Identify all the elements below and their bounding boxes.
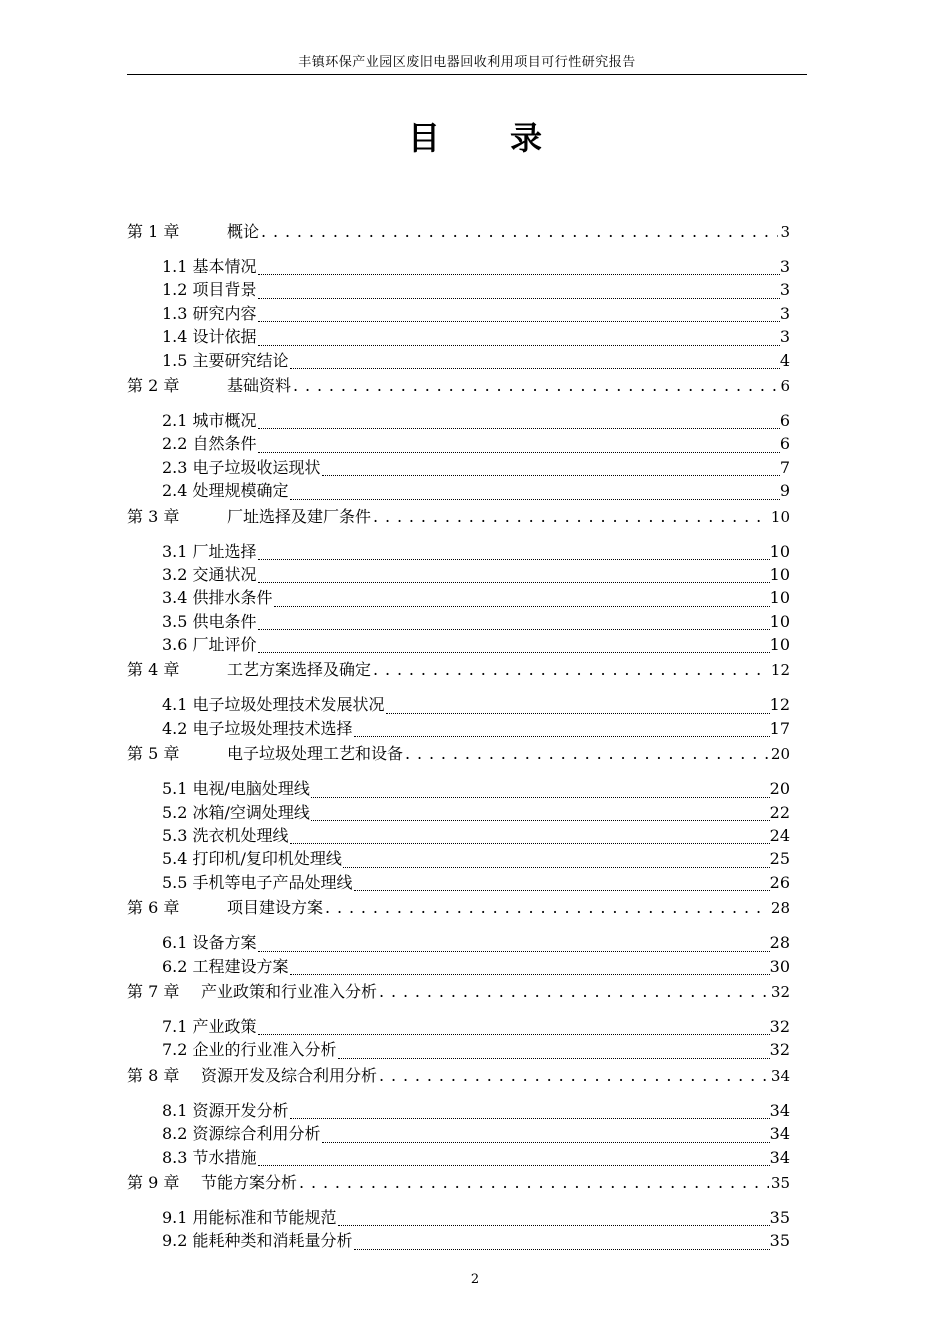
chapter-page-number: 20 [770, 745, 790, 764]
dot-leader [274, 592, 770, 607]
section-page-number: 25 [769, 849, 790, 869]
section-title: 8.3 节水措施 [162, 1147, 257, 1167]
dot-leader [258, 1151, 770, 1166]
section-page-number: 35 [769, 1207, 790, 1227]
toc-section-entry[interactable] [127, 349, 790, 372]
section-page-number: 28 [769, 933, 790, 953]
toc-section-entry[interactable] [127, 278, 790, 301]
section-page-number: 17 [769, 718, 790, 738]
dot-leader [379, 978, 769, 1006]
toc-section-entry[interactable] [127, 1146, 790, 1169]
section-page-number: 10 [769, 635, 790, 655]
toc-section-entry[interactable] [127, 847, 790, 870]
toc-section-entry[interactable] [127, 777, 790, 800]
dot-leader [405, 740, 769, 768]
dot-leader [293, 372, 778, 400]
section-title: 3.5 供电条件 [162, 611, 257, 631]
toc-title [0, 118, 950, 158]
toc-section-entry[interactable] [127, 1038, 790, 1061]
section-page-number: 35 [769, 1231, 790, 1251]
chapter-title: 产业政策和行业准入分析 [201, 981, 378, 1001]
chapter-title: 项目建设方案 [227, 898, 324, 918]
toc-section-entry[interactable] [127, 717, 790, 740]
section-page-number: 26 [769, 872, 790, 892]
running-header [127, 55, 807, 75]
section-title: 2.1 城市概况 [162, 410, 257, 430]
chapter-number: 第 6 章 [127, 898, 180, 918]
toc-section-entry[interactable] [127, 325, 790, 348]
dot-leader [325, 894, 769, 922]
chapter-number: 第 8 章 [127, 1065, 180, 1085]
section-page-number: 32 [769, 1016, 790, 1036]
section-title: 2.3 电子垃圾收运现状 [162, 457, 321, 477]
toc-section-entry[interactable] [127, 633, 790, 656]
chapter-page-number: 12 [770, 661, 790, 680]
chapter-page-number: 32 [770, 982, 790, 1001]
section-page-number: 10 [769, 564, 790, 584]
dot-leader [338, 1044, 770, 1059]
dot-leader [258, 260, 780, 275]
chapter-number: 第 2 章 [127, 375, 180, 395]
section-title: 2.4 处理规模确定 [162, 481, 289, 501]
section-title: 2.2 自然条件 [162, 434, 257, 454]
chapter-title: 概论 [227, 222, 260, 241]
chapter-number: 第 5 章 [127, 744, 180, 764]
section-title: 4.1 电子垃圾处理技术发展状况 [162, 695, 385, 715]
toc-chapter-entry[interactable] [127, 218, 790, 255]
dot-leader [258, 1020, 770, 1035]
toc-chapter-entry[interactable] [127, 372, 790, 409]
section-page-number: 30 [769, 956, 790, 976]
toc-section-entry[interactable] [127, 586, 790, 609]
dot-leader [379, 1062, 769, 1090]
section-title: 5.4 打印机/复印机处理线 [162, 849, 342, 869]
section-page-number: 6 [779, 410, 790, 430]
section-title: 3.6 厂址评价 [162, 635, 257, 655]
section-page-number: 9 [779, 481, 790, 501]
section-title: 1.2 项目背景 [162, 280, 257, 300]
toc-section-entry[interactable] [127, 871, 790, 894]
dot-leader [322, 1128, 770, 1143]
dot-leader [354, 722, 770, 737]
chapter-page-number: 34 [770, 1066, 790, 1085]
toc-section-entry[interactable] [127, 432, 790, 455]
section-title: 3.2 交通状况 [162, 564, 257, 584]
dot-leader [258, 638, 770, 653]
toc-section-entry[interactable] [127, 801, 790, 824]
section-title: 7.2 企业的行业准入分析 [162, 1040, 337, 1060]
title-char-1: 目 [407, 119, 440, 157]
dot-leader [354, 876, 770, 891]
toc-section-entry[interactable] [127, 479, 790, 502]
section-title: 5.1 电视/电脑处理线 [162, 779, 310, 799]
toc-section-entry[interactable] [127, 302, 790, 325]
section-page-number: 34 [769, 1147, 790, 1167]
toc-chapter-entry[interactable] [127, 894, 790, 931]
section-title: 7.1 产业政策 [162, 1016, 257, 1036]
chapter-page-number: 10 [770, 507, 790, 526]
section-page-number: 34 [769, 1100, 790, 1120]
toc-section-entry[interactable] [127, 1229, 790, 1252]
section-title: 8.2 资源综合利用分析 [162, 1124, 321, 1144]
toc-chapter-entry[interactable] [127, 1062, 790, 1099]
section-title: 5.5 手机等电子产品处理线 [162, 872, 353, 892]
section-title: 3.4 供排水条件 [162, 588, 273, 608]
section-page-number: 3 [779, 280, 790, 300]
chapter-number: 第 9 章 [127, 1172, 180, 1192]
toc-section-entry[interactable] [127, 1122, 790, 1145]
section-page-number: 32 [769, 1040, 790, 1060]
dot-leader [258, 568, 770, 583]
dot-leader [386, 699, 770, 714]
toc-section-entry[interactable] [127, 563, 790, 586]
section-title: 6.1 设备方案 [162, 933, 257, 953]
dot-leader [258, 615, 770, 630]
section-page-number: 10 [769, 541, 790, 561]
dot-leader [311, 806, 770, 821]
section-title: 1.4 设计依据 [162, 327, 257, 347]
title-char-2: 录 [510, 119, 543, 157]
dot-leader [373, 656, 769, 684]
chapter-number: 第 3 章 [127, 506, 180, 526]
chapter-title: 电子垃圾处理工艺和设备 [227, 744, 404, 764]
section-page-number: 20 [769, 779, 790, 799]
dot-leader [290, 1104, 770, 1119]
section-page-number: 34 [769, 1124, 790, 1144]
section-title: 9.1 用能标准和节能规范 [162, 1207, 337, 1227]
section-title: 1.5 主要研究结论 [162, 350, 289, 370]
toc-section-entry[interactable] [127, 824, 790, 847]
chapter-number: 第 4 章 [127, 660, 180, 680]
section-page-number: 24 [769, 826, 790, 846]
toc-chapter-entry[interactable] [127, 1169, 790, 1206]
section-title: 4.2 电子垃圾处理技术选择 [162, 718, 353, 738]
dot-leader [299, 1169, 769, 1197]
toc-section-entry[interactable] [127, 409, 790, 432]
section-page-number: 22 [769, 802, 790, 822]
chapter-number: 第 1 章 [127, 222, 180, 241]
section-title: 5.2 冰箱/空调处理线 [162, 802, 310, 822]
chapter-title: 厂址选择及建厂条件 [227, 506, 372, 526]
dot-leader [290, 960, 770, 975]
section-title: 9.2 能耗种类和消耗量分析 [162, 1231, 353, 1251]
section-title: 6.2 工程建设方案 [162, 956, 289, 976]
dot-leader [258, 545, 770, 560]
section-page-number: 7 [779, 457, 790, 477]
section-page-number: 12 [769, 695, 790, 715]
section-title: 3.1 厂址选择 [162, 541, 257, 561]
toc-section-entry[interactable] [127, 255, 790, 278]
dot-leader [311, 783, 770, 798]
section-page-number: 6 [779, 434, 790, 454]
dot-leader [373, 503, 769, 531]
toc-section-entry[interactable] [127, 540, 790, 563]
dot-leader [290, 354, 780, 369]
section-page-number: 10 [769, 611, 790, 631]
chapter-title: 基础资料 [227, 375, 292, 395]
chapter-page-number: 28 [770, 899, 790, 918]
toc-chapter-entry[interactable] [127, 978, 790, 1015]
toc-section-entry[interactable] [127, 1206, 790, 1229]
section-title: 8.1 资源开发分析 [162, 1100, 289, 1120]
dot-leader [258, 284, 780, 299]
dot-leader [258, 307, 780, 322]
toc-section-entry[interactable] [127, 955, 790, 978]
chapter-title: 资源开发及综合利用分析 [201, 1065, 378, 1085]
section-page-number: 4 [779, 350, 790, 370]
chapter-number: 第 7 章 [127, 981, 180, 1001]
chapter-title: 工艺方案选择及确定 [227, 660, 372, 680]
dot-leader [258, 331, 780, 346]
dot-leader [290, 485, 780, 500]
chapter-page-number: 3 [780, 223, 790, 241]
toc-section-entry[interactable] [127, 693, 790, 716]
section-title: 1.3 研究内容 [162, 303, 257, 323]
toc-chapter-entry[interactable] [127, 740, 790, 777]
chapter-page-number: 6 [780, 376, 790, 395]
chapter-page-number: 35 [770, 1173, 790, 1192]
toc-section-entry[interactable] [127, 1015, 790, 1038]
dot-leader [290, 829, 770, 844]
dot-leader [322, 461, 780, 476]
section-page-number: 3 [779, 257, 790, 276]
toc-chapter-entry[interactable] [127, 656, 790, 693]
toc-chapter-entry[interactable] [127, 503, 790, 540]
dot-leader [261, 218, 778, 246]
toc-section-entry[interactable] [127, 1099, 790, 1122]
dot-leader [258, 937, 770, 952]
dot-leader [258, 414, 780, 429]
dot-leader [338, 1211, 770, 1226]
toc-section-entry[interactable] [127, 456, 790, 479]
section-title: 1.1 基本情况 [162, 257, 257, 276]
section-page-number: 3 [779, 327, 790, 347]
dot-leader [343, 853, 770, 868]
header-text: 丰镇环保产业园区废旧电器回收利用项目可行性研究报告 [298, 55, 636, 70]
dot-leader [258, 438, 780, 453]
table-of-contents [127, 218, 790, 1253]
toc-section-entry[interactable] [127, 610, 790, 633]
section-title: 5.3 洗衣机处理线 [162, 826, 289, 846]
toc-section-entry[interactable] [127, 931, 790, 954]
section-page-number: 3 [779, 303, 790, 323]
page-number: 2 [470, 1272, 480, 1287]
chapter-title: 节能方案分析 [201, 1172, 298, 1192]
dot-leader [354, 1235, 770, 1250]
section-page-number: 10 [769, 588, 790, 608]
